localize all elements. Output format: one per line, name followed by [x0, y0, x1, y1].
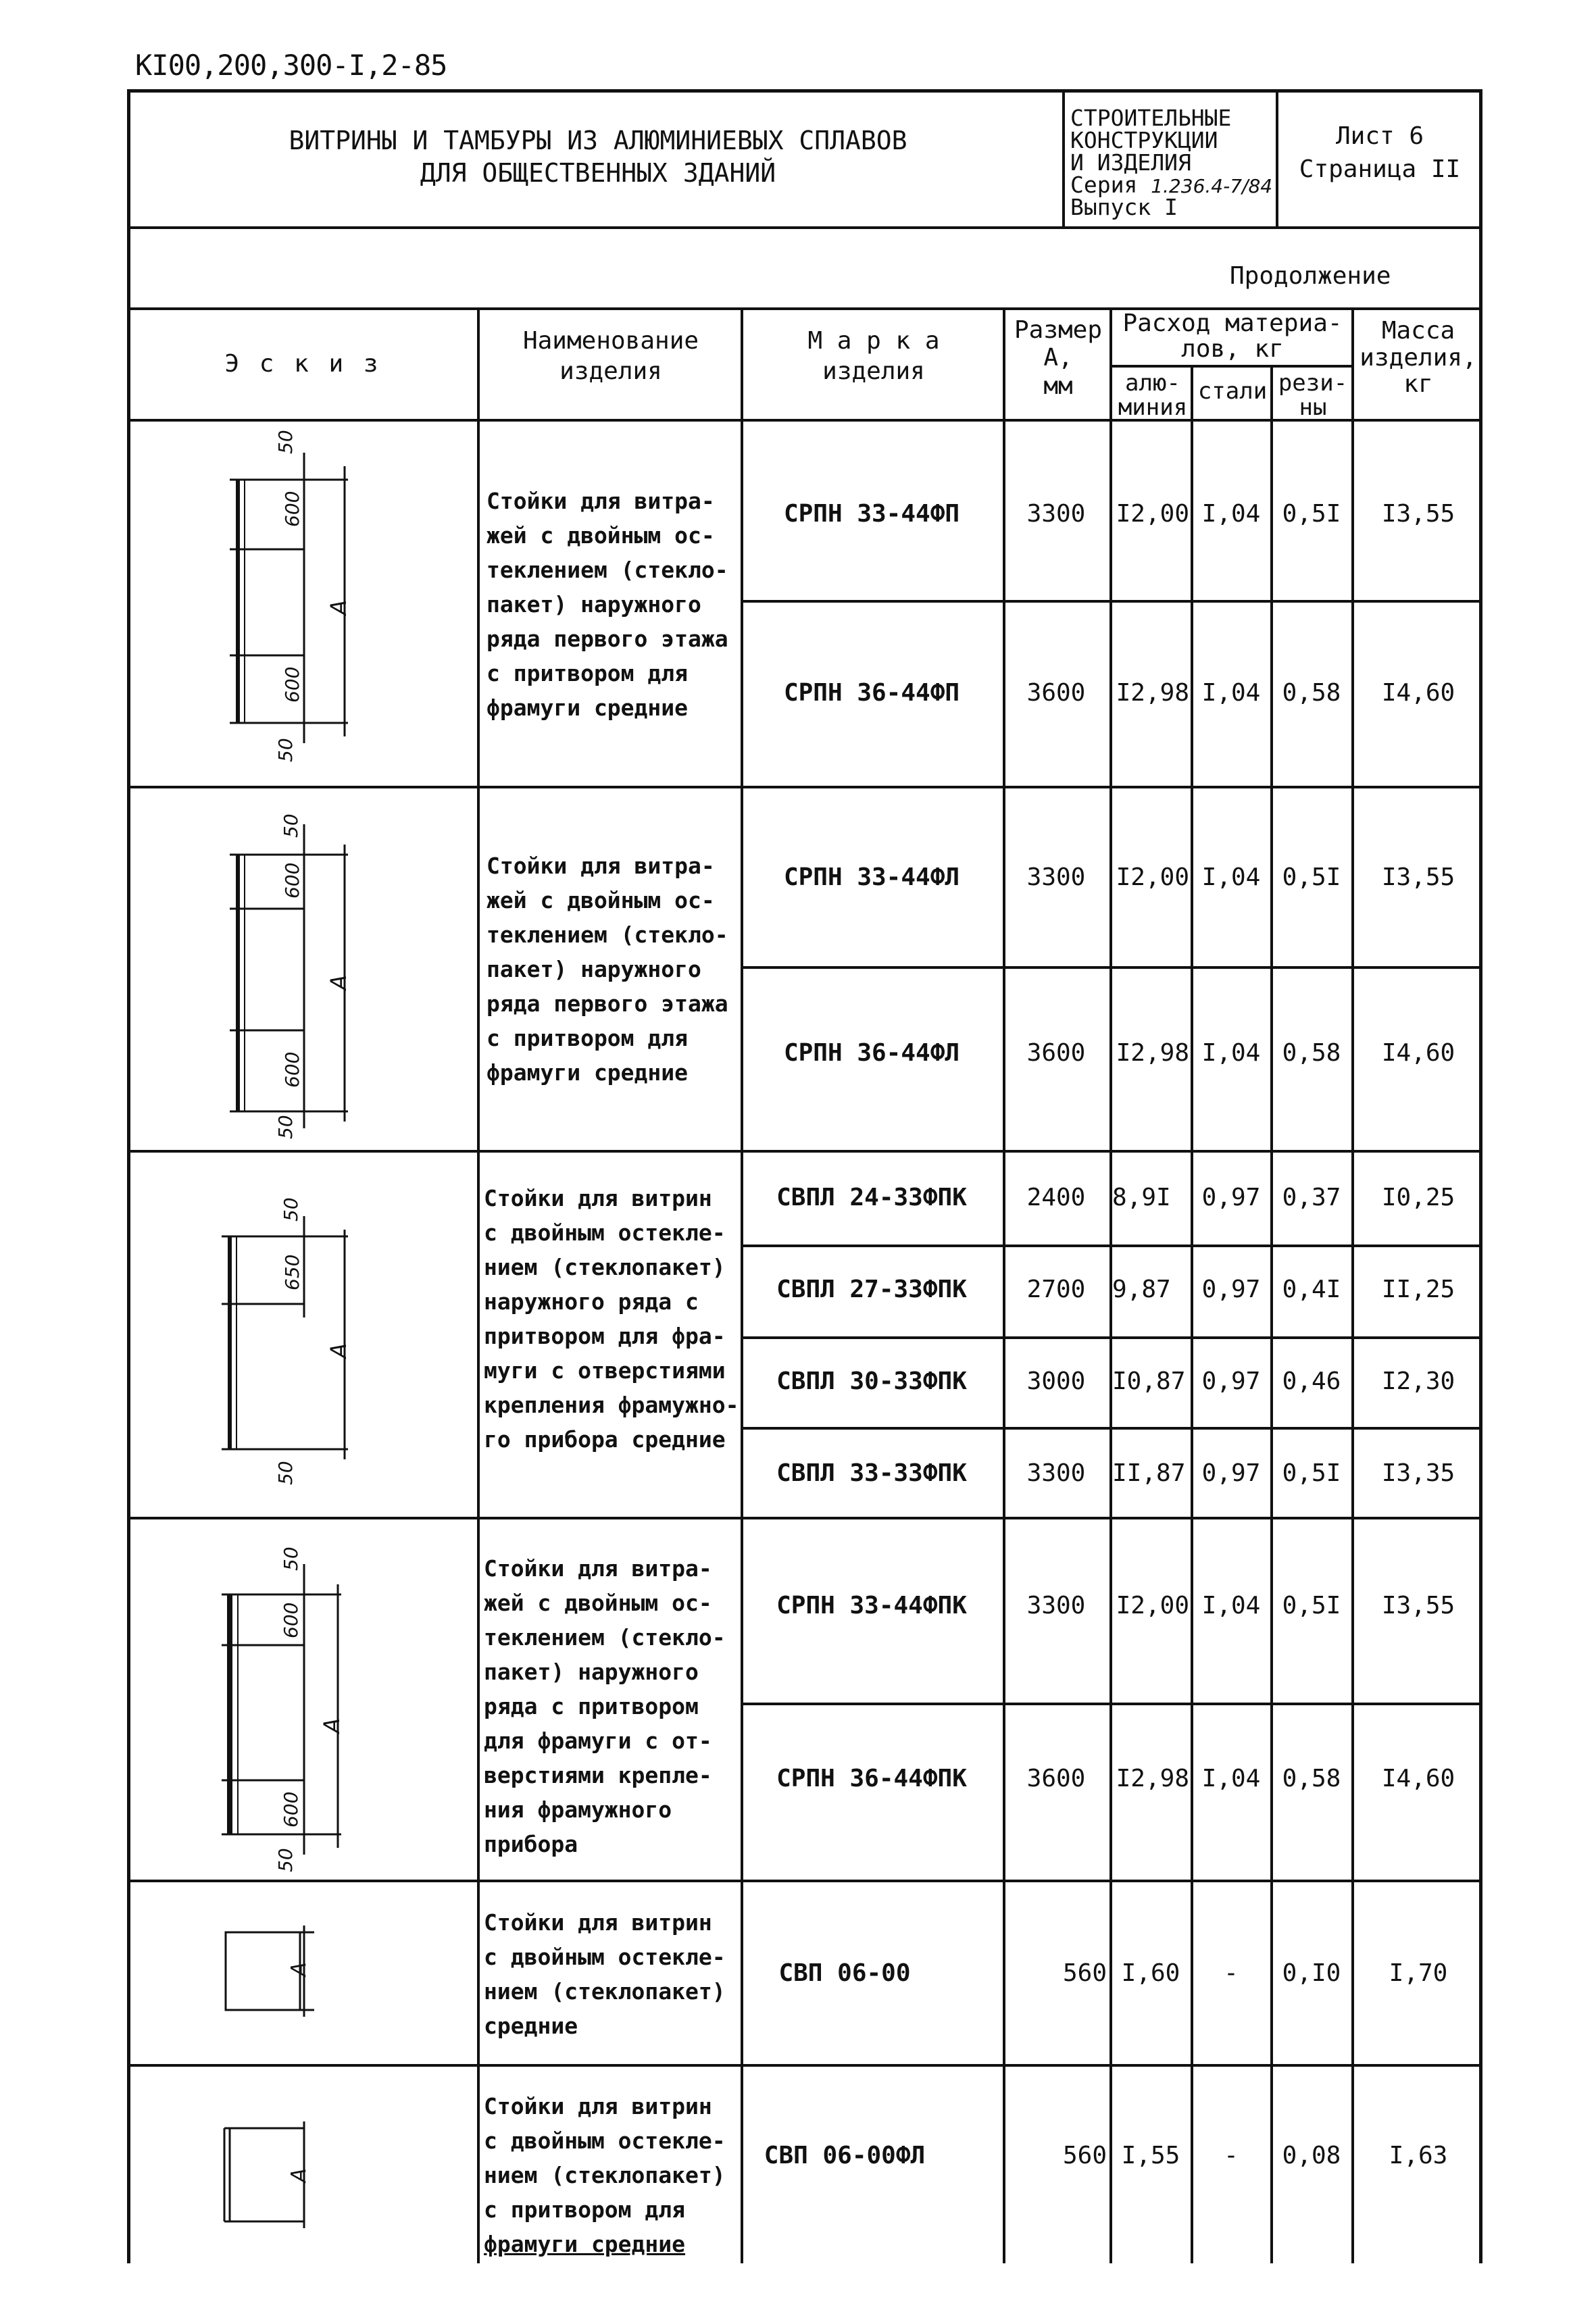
name-line: теклением (стекло-	[487, 922, 728, 948]
table-cell-rubber: 0,5I	[1282, 1459, 1341, 1487]
table-cell-mass: I4,60	[1381, 1039, 1455, 1067]
group-separator	[127, 786, 1482, 788]
name-line: жей с двойным ос-	[484, 1590, 712, 1616]
name-line: с двойным остекле-	[484, 1219, 726, 1246]
svg-text:А: А	[319, 1718, 345, 1733]
stamp-line-1: СТРОИТЕЛЬНЫЕ	[1070, 105, 1232, 131]
table-cell-steel: 0,97	[1201, 1184, 1261, 1211]
header-rubber-line: рези-	[1278, 370, 1348, 397]
table-cell-mark: СВПЛ 24-33ФПК	[776, 1184, 967, 1211]
table-cell-rubber: 0,58	[1282, 679, 1341, 707]
table-cell-size: 3300	[1026, 500, 1086, 528]
header-aluminium	[1114, 372, 1192, 420]
name-line: верстиями крепле-	[484, 1762, 712, 1788]
name-line: жей с двойным ос-	[487, 522, 715, 549]
header-consumption-line: Расход материа-	[1122, 309, 1343, 337]
svg-text:650: 650	[281, 1254, 303, 1290]
name-line: пакет) наружного	[487, 591, 701, 618]
table-cell-size: 3300	[1026, 863, 1086, 891]
svg-text:50: 50	[274, 1848, 297, 1872]
header-rubber-line: ны	[1299, 393, 1327, 421]
svg-text:600: 600	[281, 862, 303, 899]
header-mark	[743, 326, 1004, 386]
product-name-group-4	[484, 1551, 747, 1861]
header-rubber	[1273, 372, 1353, 420]
name-line: ряда с притвором	[484, 1693, 699, 1719]
product-name-group-1	[487, 484, 743, 725]
table-cell-mark: СРПН 36-44ФП	[783, 679, 960, 707]
name-line: ряда первого этажа	[487, 990, 728, 1017]
header-mark-line: изделия	[822, 357, 925, 385]
table-cell-al: I,55	[1121, 2142, 1180, 2169]
row-separator	[741, 1244, 1482, 1247]
table-cell-steel: 0,97	[1201, 1367, 1261, 1395]
sheet-info	[1278, 120, 1481, 186]
name-line: наружного ряда с	[484, 1288, 699, 1315]
name-line: с притвором для	[484, 2196, 686, 2223]
name-line: пакет) наружного	[487, 956, 701, 982]
header-name-line: Наименование	[522, 327, 699, 355]
table-cell-size: 560	[1062, 2142, 1107, 2169]
header-size-line: мм	[1043, 372, 1073, 400]
table-cell-steel: 0,97	[1201, 1459, 1261, 1487]
table-cell-steel: -	[1224, 2142, 1239, 2169]
table-cell-mass: I4,60	[1381, 1765, 1455, 1792]
name-line: пакет) наружного	[484, 1659, 699, 1685]
name-line: притвором для фра-	[484, 1323, 726, 1349]
series-line	[1070, 174, 1273, 196]
product-name-group-3	[484, 1181, 747, 1457]
header-steel: стали	[1197, 378, 1268, 405]
name-line: фрамуги средние	[487, 1059, 689, 1086]
table-cell-mass: I4,60	[1381, 679, 1455, 707]
name-line: Стойки для витрин	[484, 2093, 712, 2119]
table-cell-mark: СРПН 36-44ФЛ	[783, 1039, 960, 1067]
page-number: Страница II	[1299, 155, 1461, 183]
name-line: крепления фрамужно-	[484, 1392, 739, 1418]
sketch-post-group-5	[203, 1919, 338, 2027]
row-separator	[741, 1336, 1482, 1339]
table-cell-size: 2400	[1026, 1184, 1086, 1211]
name-line: теклением (стекло-	[487, 557, 728, 583]
svg-text:50: 50	[274, 738, 297, 762]
name-line: муги с отверстиями	[484, 1357, 726, 1384]
name-line: средние	[484, 2013, 578, 2039]
product-name-group-2	[487, 849, 743, 1090]
svg-text:600: 600	[280, 1791, 302, 1828]
table-cell-mass: I,63	[1389, 2142, 1448, 2169]
name-line: Стойки для витрин	[484, 1909, 712, 1936]
table-cell-steel: I,04	[1201, 863, 1261, 891]
continuation-label: Продолжение	[1230, 262, 1391, 290]
header-name	[480, 326, 742, 386]
title-line-1: ВИТРИНЫ И ТАМБУРЫ ИЗ АЛЮМИНИЕВЫХ СПЛАВОВ	[289, 126, 907, 155]
table-cell-steel: I,04	[1201, 1592, 1261, 1619]
table-cell-size: 2700	[1026, 1276, 1086, 1303]
table-cell-size: 560	[1062, 1959, 1107, 1987]
series-label: Серия	[1070, 172, 1138, 198]
col-line-sketch	[477, 307, 480, 2263]
title-line-2: ДЛЯ ОБЩЕСТВЕННЫХ ЗДАНИЙ	[420, 157, 776, 188]
row-separator	[741, 600, 1482, 603]
table-cell-size: 3000	[1026, 1367, 1086, 1395]
name-line: прибора	[484, 1831, 578, 1857]
header-subline	[1112, 365, 1354, 368]
table-cell-mark: СВПЛ 30-33ФПК	[776, 1367, 967, 1395]
name-line: для фрамуги с от-	[484, 1728, 712, 1754]
name-line: теклением (стекло-	[484, 1624, 726, 1651]
header-mass-line: кг	[1403, 370, 1433, 399]
table-cell-steel: I,04	[1201, 500, 1261, 528]
table-cell-rubber: 0,I0	[1282, 1959, 1341, 1987]
title-block-bottom-line	[127, 226, 1482, 229]
group-separator	[127, 1517, 1482, 1519]
table-cell-al: II,87	[1112, 1459, 1186, 1487]
table-cell-mark: СВПЛ 33-33ФПК	[776, 1459, 967, 1487]
sketch-post-group-2	[203, 804, 378, 1142]
name-line: Стойки для витра-	[484, 1555, 712, 1582]
header-mark-line: М а р к а	[807, 327, 940, 355]
name-line: с притвором для	[487, 1025, 689, 1051]
group-separator	[127, 1150, 1482, 1153]
sketch-post-group-3	[203, 1189, 378, 1486]
group-separator	[127, 1880, 1482, 1882]
name-line: Стойки для витрин	[484, 1185, 712, 1211]
name-line: нием (стеклопакет)	[484, 2162, 726, 2188]
name-line: с притвором для	[487, 660, 689, 686]
header-mass-line: Масса	[1381, 317, 1455, 345]
table-cell-al: I2,00	[1116, 500, 1189, 528]
table-cell-rubber: 0,5I	[1282, 500, 1341, 528]
table-cell-al: I2,98	[1116, 1765, 1189, 1792]
svg-text:А: А	[326, 1343, 351, 1358]
name-line: нием (стеклопакет)	[484, 1978, 726, 2005]
name-line: Стойки для витра-	[487, 853, 715, 879]
title-divider-1	[1062, 89, 1065, 226]
table-cell-size: 3300	[1026, 1592, 1086, 1619]
name-line: фрамуги средние	[484, 2231, 686, 2257]
table-cell-rubber: 0,5I	[1282, 863, 1341, 891]
svg-text:600: 600	[281, 491, 303, 527]
sheet-number: Лист 6	[1335, 122, 1424, 150]
table-cell-al: I2,00	[1116, 1592, 1189, 1619]
header-mass	[1354, 318, 1482, 398]
document-code: КI00,200,300-I,2-85	[135, 49, 447, 82]
series-value: 1.236.4-7/84	[1151, 175, 1273, 197]
table-cell-al: 9,87	[1112, 1276, 1171, 1303]
svg-text:50: 50	[274, 1461, 297, 1485]
table-cell-size: 3300	[1026, 1459, 1086, 1487]
table-cell-steel: I,04	[1201, 679, 1261, 707]
svg-text:50: 50	[280, 813, 302, 838]
table-cell-steel: -	[1224, 1959, 1239, 1987]
table-cell-mass: I3,55	[1381, 500, 1455, 528]
table-cell-size: 3600	[1026, 1039, 1086, 1067]
header-mass-line: изделия,	[1360, 343, 1477, 372]
name-line: ния фрамужного	[484, 1796, 672, 1823]
product-name-group-6	[484, 2089, 747, 2261]
table-cell-mass: I3,55	[1381, 863, 1455, 891]
sketch-post-group-1	[203, 432, 378, 770]
table-cell-mark: СРПН 33-44ФЛ	[783, 863, 960, 891]
table-cell-mass: I2,30	[1381, 1367, 1455, 1395]
stamp-line-3: И ИЗДЕЛИЯ	[1070, 149, 1191, 176]
table-cell-al: 8,9I	[1112, 1184, 1171, 1211]
table-cell-rubber: 0,58	[1282, 1765, 1341, 1792]
table-cell-al: I,60	[1121, 1959, 1180, 1987]
table-cell-size: 3600	[1026, 1765, 1086, 1792]
svg-text:50: 50	[274, 1115, 297, 1139]
header-aluminium-line: алю-	[1125, 370, 1180, 397]
row-separator	[741, 1703, 1482, 1705]
sketch-post-group-6	[203, 2108, 338, 2230]
table-cell-mass: I3,35	[1381, 1459, 1455, 1487]
table-cell-mark: СВПЛ 27-33ФПК	[776, 1276, 967, 1303]
name-line: жей с двойным ос-	[487, 887, 715, 913]
row-separator	[741, 1427, 1482, 1430]
name-line: с двойным остекле-	[484, 1944, 726, 1970]
table-cell-mark: СВП 06-00	[778, 1959, 911, 1987]
document-title	[135, 125, 1061, 189]
header-aluminium-line: миния	[1118, 393, 1188, 421]
table-cell-rubber: 0,58	[1282, 1039, 1341, 1067]
table-cell-size: 3600	[1026, 679, 1086, 707]
header-size	[1005, 316, 1111, 400]
table-cell-mass: II,25	[1381, 1276, 1455, 1303]
table-cell-rubber: 0,4I	[1282, 1276, 1341, 1303]
header-size-line: Размер	[1014, 316, 1103, 344]
table-cell-mark: СРПН 33-44ФП	[783, 500, 960, 528]
table-cell-mark: СВП 06-00ФЛ	[764, 2142, 926, 2169]
name-line: с двойным остекле-	[484, 2128, 726, 2154]
row-separator	[741, 966, 1482, 969]
table-cell-mass: I,70	[1389, 1959, 1448, 1987]
header-name-line: изделия	[559, 357, 662, 385]
table-cell-rubber: 0,08	[1282, 2142, 1341, 2169]
table-cell-mass: I3,55	[1381, 1592, 1455, 1619]
header-bottom-line	[127, 419, 1482, 422]
svg-text:А: А	[326, 600, 351, 615]
svg-text:А: А	[287, 1962, 311, 1976]
svg-text:600: 600	[281, 1051, 303, 1088]
table-cell-steel: 0,97	[1201, 1276, 1261, 1303]
name-line: фрамуги средние	[487, 695, 689, 721]
table-cell-rubber: 0,37	[1282, 1184, 1341, 1211]
table-cell-al: I2,98	[1116, 1039, 1189, 1067]
svg-text:А: А	[326, 975, 351, 990]
product-name-group-5	[484, 1905, 747, 2043]
header-consumption-line: лов, кг	[1181, 334, 1284, 363]
svg-text:50: 50	[274, 430, 297, 454]
svg-text:600: 600	[281, 666, 303, 703]
series-stamp	[1070, 107, 1273, 218]
table-cell-al: I2,98	[1116, 679, 1189, 707]
name-line: го прибора средние	[484, 1426, 726, 1453]
table-cell-mark: СРПН 36-44ФПК	[776, 1765, 967, 1792]
table-cell-mass: I0,25	[1381, 1184, 1455, 1211]
table-cell-rubber: 0,5I	[1282, 1592, 1341, 1619]
svg-text:50: 50	[280, 1546, 302, 1571]
table-cell-steel: I,04	[1201, 1765, 1261, 1792]
header-size-line: А,	[1043, 344, 1073, 372]
group-separator	[127, 2064, 1482, 2067]
header-sketch: Э с к и з	[224, 350, 381, 378]
table-cell-mark: СРПН 33-44ФПК	[776, 1592, 967, 1619]
header-consumption	[1112, 311, 1353, 362]
sketch-post-group-4	[203, 1537, 378, 1875]
name-line: ряда первого этажа	[487, 626, 728, 652]
svg-text:А: А	[287, 2168, 311, 2182]
issue-label: Выпуск I	[1070, 194, 1178, 220]
table-cell-al: I2,00	[1116, 863, 1189, 891]
name-line: нием (стеклопакет)	[484, 1254, 726, 1280]
table-cell-rubber: 0,46	[1282, 1367, 1341, 1395]
table-cell-al: I0,87	[1112, 1367, 1186, 1395]
svg-text:50: 50	[280, 1197, 302, 1222]
table-cell-steel: I,04	[1201, 1039, 1261, 1067]
svg-text:600: 600	[280, 1602, 302, 1638]
stamp-line-2: КОНСТРУКЦИИ	[1070, 127, 1218, 153]
name-line: Стойки для витра-	[487, 488, 715, 514]
